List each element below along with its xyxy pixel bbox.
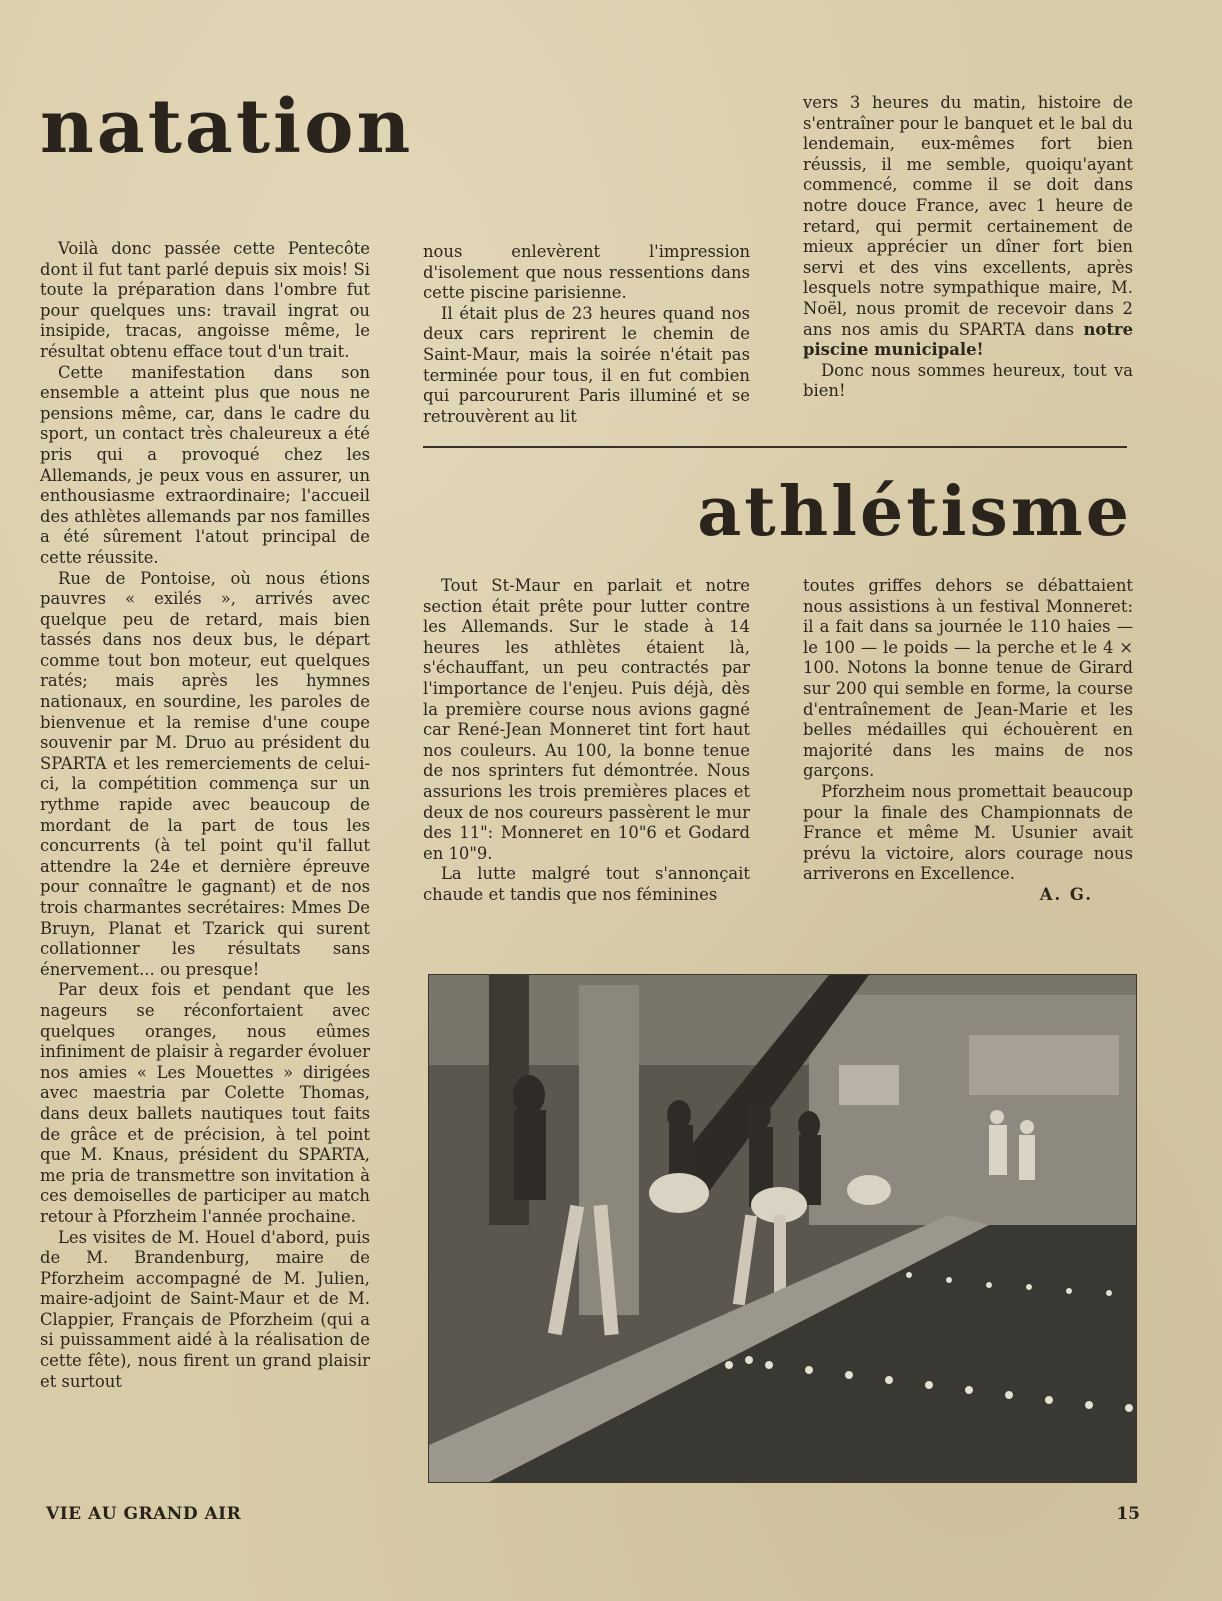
page-number: 15 [1116,1504,1140,1524]
author-signature: A. G. [1039,884,1093,904]
photo-illustration [429,975,1136,1482]
paragraph: Donc nous sommes heureux, tout va bien! [803,360,1133,401]
paragraph: Par deux fois et pendant que les nageurs se réconfortaient avec quelques oranges, nous eûmes infiniment de plaisir à regarder évoluer nos amies « Les Mouettes » dirigées avec maestria par Colette Thomas, dans deux ballets nautiques tout faits de grâce et de précision, à tel point que M. Knaus, président du SPARTA, me pria de transmettre son invitation à ces demoiselles de participer au match retour à Pforzheim l'année prochaine. [40,980,370,1226]
natation-column-3 [803,93,1133,402]
paragraph: Cette manifestation dans son ensemble a atteint plus que nous ne pensions même, car, dans le cadre du sport, un contact très chaleureux a été pris qui a provoqué chez les Allemands, je peux vous en assurer, un enthousiasme extraordinaire; l'accueil des athlètes allemands par nos familles a été sûrement l'atout principal de cette réussite. [40,362,370,567]
natation-headline: natation [40,84,414,170]
paragraph: Pforzheim nous promettait beaucoup pour la finale des Championnats de France et même M. Usunier avait prévu la victoire, alors courage nous arriverons en Excellence. [803,781,1133,884]
paragraph [803,93,1133,361]
bold-phrase: notre piscine municipale! [803,319,1133,360]
natation-column-1 [40,239,370,1392]
magazine-title-footer: VIE AU GRAND AIR [46,1504,242,1524]
swimming-pool-photo [428,974,1137,1483]
paragraph: Rue de Pontoise, où nous étions pauvres « exilés », arrivés avec quelque peu de retard, mais bien tassés dans nos deux bus, le départ comme tout bon moteur, eut quelques ratés; mais après les hymnes nationaux, en sourdine, les paroles de bienvenue et la remise d'une coupe souvenir par M. Druo au président du SPARTA et les remerciements de celui-ci, la compétition commença sur un rythme rapide avec beaucoup de mordant de la part de tous les concurrents (à tel point qu'il fallut attendre la 24e et dernière épreuve pour connaître le gagnant) et de nos trois charmantes secrétaires: Mmes De Bruyn, Planat et Tzarick qui surent collationner les résultats sans énervement... ou presque! [40,568,370,979]
athletisme-column-2 [803,576,1133,906]
paragraph: La lutte malgré tout s'annonçait chaude et tandis que nos féminines [423,864,750,904]
athletisme-headline: athlétisme [697,472,1132,552]
paragraph: toutes griffes dehors se débattaient nous assistions à un festival Monneret: il a fait dans sa journée le 110 haies — le 100 — le poids — la perche et le 4 × 100. Notons la bonne tenue de Girard sur 200 qui semble en forme, la course d'entraînement de Jean-Marie et les belles médailles qui échouèrent en majorité dans les mains de nos garçons. [803,576,1133,781]
paragraph: Il était plus de 23 heures quand nos deux cars reprirent le chemin de Saint-Maur, mais la soirée n'était pas terminée pour tous, il en fut combien qui parcoururent Paris illuminé et se retrouvèrent au lit [423,303,750,426]
paragraph: Les visites de M. Houel d'abord, puis de M. Brandenburg, maire de Pforzheim accompagné de M. Julien, maire-adjoint de Saint-Maur et de M. Clappier, Français de Pforzheim (qui a si puissamment aidé à la réalisation de cette fête), nous firent un grand plaisir et surtout [40,1227,370,1391]
natation-column-2 [423,242,750,427]
athletisme-column-1 [423,576,750,906]
paragraph-text: vers 3 heures du matin, histoire de s'entraîner pour le banquet et le bal du lendemain, eux-mêmes fort bien réussis, il me semble, quoiqu'ayant commencé, comme il se doit dans notre douce France, avec 1 heure de retard, qui permit certainement de mieux apprécier un dîner fort bien servi et des vins excellents, après lesquels notre sympathique maire, M. Noël, nous promit de recevoir dans 2 ans nos amis du SPARTA dans [803,93,1133,339]
section-divider [423,446,1127,448]
paragraph: nous enlevèrent l'impression d'isolement que nous ressentions dans cette piscine parisienne. [423,242,750,303]
paragraph: Voilà donc passée cette Pentecôte dont il fut tant parlé depuis six mois! Si toute la préparation dans l'ombre fut pour quelques uns: travail ingrat ou insipide, tracas, angoisse même, le résultat obtenu efface tout d'un trait. [40,239,370,361]
paragraph: Tout St-Maur en parlait et notre section était prête pour lutter contre les Allemands. Sur le stade à 14 heures les athlètes étaient là, s'échauffant, un peu contractés par l'importance de l'enjeu. Puis déjà, dès la première course nous avions gagné car René-Jean Monneret tint fort haut nos couleurs. Au 100, la bonne tenue de nos sprinters fut démontrée. Nous assurions les trois premières places et deux de nos coureurs passèrent le mur des 11": Monneret en 10"6 et Godard en 10"9. [423,576,750,863]
